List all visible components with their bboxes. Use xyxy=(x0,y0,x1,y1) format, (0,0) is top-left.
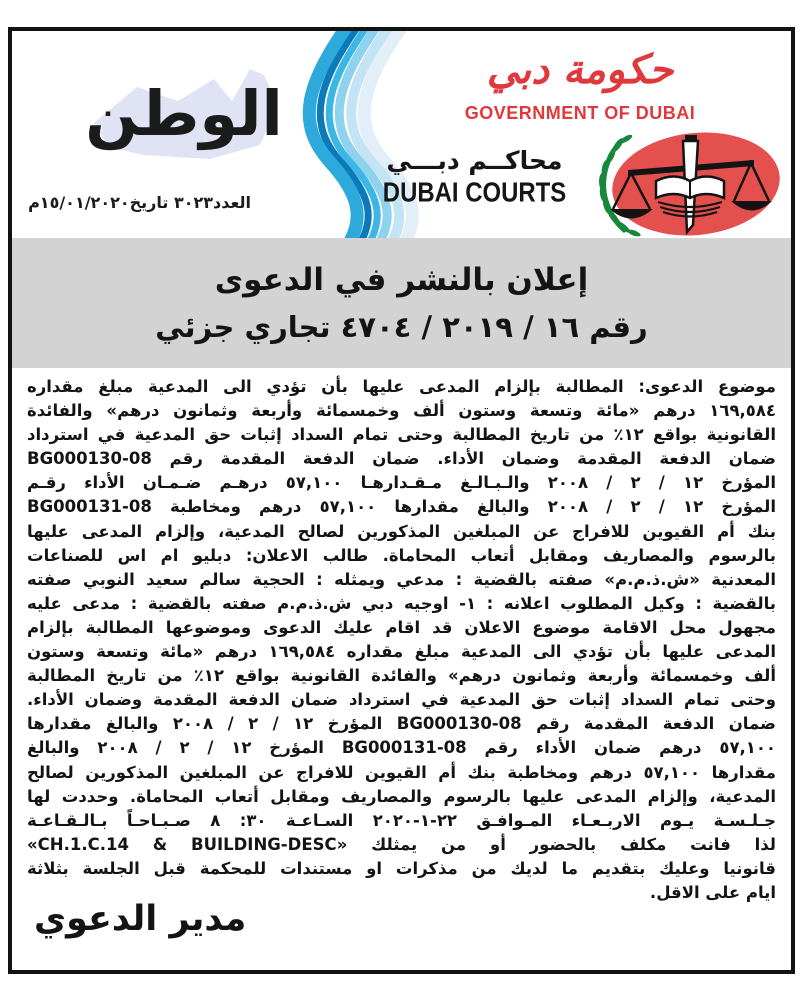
issue-date-line: العدد٣٠٢٣ تاريخ١٥/٠١/٢٠٢٠م xyxy=(28,193,251,212)
body-line: بنك أم القيوين للافراج عن المبلغين المذكورين لصالح المدعية، وإلزام المدعى عليها xyxy=(27,521,776,541)
body-line: ألف وخمسمائة وأربعة وثمانون درهم» والفائدة القانونية بواقع ١٢٪ من تاريخ المطالبة xyxy=(27,666,776,686)
body-line: ١٦٩,٥٨٤ درهم «مائة وتسعة وستون ألف وخمسمائة وأربعة وثمانون درهم» والفائدة xyxy=(27,401,776,421)
body-line: ضمان الدفعة المقدمة وضمان الأداء. ضمان الدفعة المقدمة رقم BG000130-08 xyxy=(27,449,776,469)
masthead xyxy=(12,31,791,238)
body-line: المدعى عليها بأن تؤدي الى المدعية مبلغ مقداره ١٦٩,٥٨٤ درهم «مائة وتسعة وستون xyxy=(27,642,776,662)
newspaper-name: الوطن xyxy=(85,77,283,150)
body-line: المؤرخ ١٢ / ٢ / ٢٠٠٨ والـبـالـغ مـقـدارهـا ٥٧,١٠٠ درهـم ضـمـان الأداء رقـم xyxy=(27,473,777,493)
newspaper-logo xyxy=(74,59,294,179)
body-line: المعدنية «ش.ذ.م.م» صفته بالقضية : مدعي ويمثله : الحجية سالم سعيد النوبي صفته xyxy=(27,569,776,589)
dubai-courts-name-english: DUBAI COURTS xyxy=(382,175,567,209)
body-line: وحتى تمام السداد إثبات حق المدعية في استرداد ضمان الدفعة المقدمة وضمان الأداء. xyxy=(27,690,776,710)
body-line: BG000131-08 المؤرخ ١٢ / ٢ / ٢٠٠٨ والبالغ مقدارها ٥٧,١٠٠ درهم ومخاطبة xyxy=(27,497,777,517)
body-line: المدعية، وإلزام المدعى عليها بالرسوم والمصاريف ومقابل أتعاب المحاماة. وحددت لها xyxy=(27,786,776,806)
government-name-english: GOVERNMENT OF DUBAI xyxy=(464,103,696,123)
body-line: القانونية بواقع ١٢٪ من تاريخ المطالبة وحتى تمام السداد إثبات حق المدعية في استرداد xyxy=(27,425,776,445)
body-line: جـلـسـة يـوم الاربـعـاء المـوافـق ٢٢-١-٢٠٢٠ السـاعـة ٣٠: ٨ صـبـاحـاً بـالـقـاعـة xyxy=(27,810,776,830)
body-line: مقدارها ٥٧,١٠٠ درهم ومخاطبة بنك أم القيوين للافراج عن المبلغين المذكورين لصالح xyxy=(27,762,776,782)
body-line: مجهول محل الاقامة موضوع الاعلان قد اقام عليك الدعوى وموضوعها المطالبة بإلزام xyxy=(27,617,776,637)
body-line: ايام على الاقل. xyxy=(649,882,776,902)
government-name-arabic: حكومة دبي xyxy=(486,47,674,93)
dubai-courts-name-arabic: محاكــم دبـــي xyxy=(386,146,563,175)
notice-body xyxy=(12,368,791,905)
dubai-courts-emblem-icon xyxy=(584,129,784,238)
body-line: ٥٧,١٠٠ درهم ضمان الأداء رقم BG000131-08 المؤرخ ١٢ / ٢ / ٢٠٠٨ والبالغ xyxy=(27,738,776,758)
notice-title-line2: رقم ١٦ / ٢٠١٩ / ٤٧٠٤ تجاري جزئي xyxy=(155,310,648,344)
notice-frame xyxy=(8,27,795,974)
government-of-dubai-block xyxy=(430,39,730,124)
dubai-courts-block xyxy=(372,145,577,208)
body-line: بالقضية : وكيل المطلوب اعلانه : ١- اوجيه دبي ش.ذ.م.م صفته بالقضية : مدعى عليه xyxy=(27,593,777,613)
notice-title-line1: إعلان بالنشر في الدعوى xyxy=(214,262,589,298)
body-line: بالرسوم والمصاريف ومقابل أتعاب المحاماة. طالب الاعلان: دبليو ام اس للصناعات xyxy=(27,545,776,565)
body-line: قانونيا وعليك بتقديم ما لديك من مذكرات او مستندات للمحكمة قبل الجلسة بثلاثة xyxy=(27,858,776,878)
body-line: ضمان الدفعة المقدمة رقم BG000130-08 المؤرخ ١٢ / ٢ / ٢٠٠٨ والبالغ مقدارها xyxy=(27,714,777,734)
notice-title-box xyxy=(12,238,791,368)
body-line: «CH.1.C.14 & BUILDING-DESC» لذا فانت مكلف بالحضور أو من يمثلك xyxy=(27,834,776,854)
body-line: موضوع الدعوى: المطالبة بإلزام المدعى عليها بأن تؤدي الى المدعية مبلغ مقداره xyxy=(27,377,776,396)
case-manager-signature: مدير الدعوي xyxy=(34,899,247,939)
